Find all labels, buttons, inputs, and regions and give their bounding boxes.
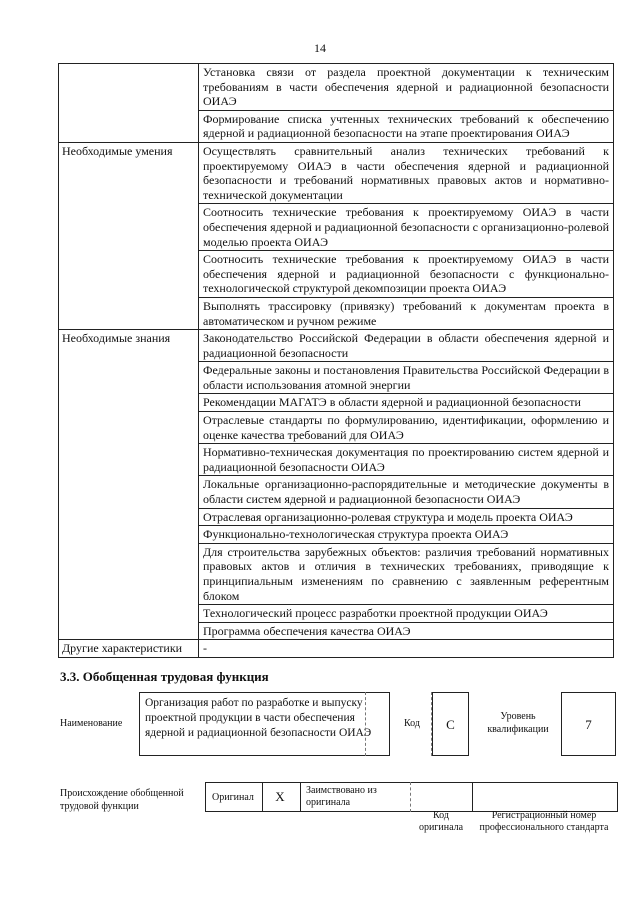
- table-row-label: Необходимые умения: [59, 142, 199, 329]
- name-value-box: [139, 692, 390, 756]
- name-value: Организация работ по разработке и выпуску проектной продукции в части обеспечения ядерной и радиационной безопасности ОИАЭ: [145, 697, 372, 739]
- table-cell: Соотносить технические требования к проектируемому ОИАЭ в части обеспечения ядерной и радиационной безопасности с организационно-ролевой моделью проекта ОИАЭ: [199, 204, 614, 251]
- table-cell: Функционально-технологическая структура проекта ОИАЭ: [199, 526, 614, 544]
- level-value-box: [561, 692, 616, 756]
- original-mark: X: [275, 789, 285, 804]
- table-row: [59, 640, 614, 658]
- table-row: [59, 142, 614, 203]
- requirements-table: [58, 63, 614, 658]
- origin-divider: [300, 782, 301, 812]
- table-row: [59, 330, 614, 362]
- table-cell: Формирование списка учтенных технических требований к обеспечению ядерной и радиационной безопасности на этапе проектирования ОИАЭ: [199, 110, 614, 142]
- original-label: Оригинал: [212, 792, 254, 803]
- table-cell: Технологический процесс разработки проектной продукции ОИАЭ: [199, 605, 614, 623]
- dashed-divider: [365, 692, 366, 756]
- table-cell: Рекомендации МАГАТЭ в области ядерной и радиационной безопасности: [199, 394, 614, 412]
- table-cell: Нормативно-техническая документация по проектированию систем ядерной и радиационной безопасности ОИАЭ: [199, 444, 614, 476]
- table-cell: Соотносить технические требования к проектируемому ОИАЭ в части обеспечения ядерной и радиационной безопасности с функционально-технологической структурой декомпозиции проекта ОИАЭ: [199, 251, 614, 298]
- table-cell: Отраслевые стандарты по формулированию, идентификации, оформлению и оценке качества требований для ОИАЭ: [199, 412, 614, 444]
- reg-caption: Регистрационный номер профессионального стандарта: [479, 810, 609, 833]
- table-cell: Отраслевая организационно-ролевая структура и модель проекта ОИАЭ: [199, 508, 614, 526]
- table-cell: Локальные организационно-распорядительные и методические документы в области систем ядерной и радиационной безопасности ОИАЭ: [199, 476, 614, 508]
- table-row-label: [59, 64, 199, 143]
- table-cell: Установка связи от раздела проектной документации к техническим требованиям в части обеспечения ядерной и радиационной безопасности ОИАЭ: [199, 64, 614, 111]
- level-value: 7: [585, 717, 592, 732]
- section-title: 3.3. Обобщенная трудовая функция: [60, 669, 269, 684]
- origin-divider: [472, 782, 473, 812]
- origin-divider: [262, 782, 263, 812]
- code-caption: Код оригинала: [418, 810, 464, 833]
- table-row-label: Необходимые знания: [59, 330, 199, 640]
- origin-box: [205, 782, 618, 812]
- borrowed-label: Заимствовано из оригинала: [306, 785, 377, 808]
- table-cell: Федеральные законы и постановления Правительства Российской Федерации в области использования атомной энергии: [199, 362, 614, 394]
- table-cell: Законодательство Российской Федерации в области обеспечения ядерной и радиационной безопасности: [199, 330, 614, 362]
- table-cell: -: [199, 640, 614, 658]
- table-cell: Программа обеспечения качества ОИАЭ: [199, 622, 614, 640]
- table-cell: Осуществлять сравнительный анализ технических требований к проектируемому ОИАЭ в части обеспечения ядерной и радиационной безопасности и требований нормативных правовых актов и нормативно-технической документации: [199, 142, 614, 203]
- table-row: [59, 64, 614, 111]
- table-cell: Выполнять трассировку (привязку) требований к документам проекта в автоматическом и ручном режиме: [199, 297, 614, 329]
- page-number: 14: [314, 41, 326, 55]
- name-label: Наименование: [60, 718, 123, 729]
- code-label: Код: [404, 718, 420, 729]
- table-row-label: Другие характеристики: [59, 640, 199, 658]
- table-cell: Для строительства зарубежных объектов: различия требований нормативных правовых актов и отличия в технических требованиях, приводящие к принципиальным изменениям по сравнению с заявленным референтным блоком: [199, 543, 614, 604]
- level-label: Уровень квалификации: [487, 711, 549, 735]
- code-value-box: [432, 692, 469, 756]
- origin-label: Происхождение обобщенной трудовой функции: [60, 788, 184, 812]
- code-value: C: [446, 717, 455, 732]
- dashed-divider: [410, 782, 411, 812]
